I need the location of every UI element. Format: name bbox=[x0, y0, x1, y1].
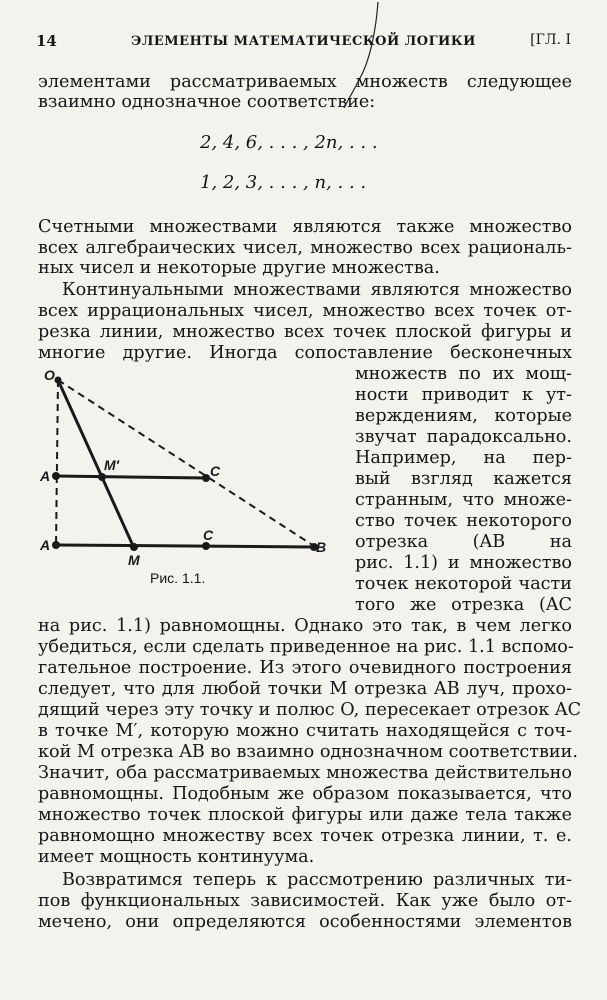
text-line: мечено, они определяются особенностями элементов bbox=[38, 912, 572, 932]
formula-row-2: 1, 2, 3, . . . , n, . . . bbox=[200, 172, 367, 193]
text-line: всех иррациональных чисел, множество всех точек от- bbox=[38, 301, 572, 321]
text-line: того же отрезка (AC bbox=[355, 595, 572, 615]
text-line: многие другие. Иногда сопоставление бесконечных bbox=[38, 343, 572, 363]
text-line: Счетными множествами являются также множество bbox=[38, 217, 572, 237]
text-line: множество точек плоской фигуры или даже тела также bbox=[38, 805, 572, 825]
text-line: всех алгебраических чисел, множество всех рациональ- bbox=[38, 238, 572, 258]
point-m bbox=[130, 543, 138, 551]
point-c-top bbox=[202, 474, 210, 482]
chapter-marker: [ГЛ. I bbox=[530, 32, 571, 48]
label-a-top: A bbox=[40, 468, 51, 484]
segment-ac bbox=[56, 476, 206, 478]
text-line: Значит, оба рассматриваемых множества действительно bbox=[38, 763, 572, 783]
text-line: резка линии, множество всех точек плоской фигуры и bbox=[38, 322, 572, 342]
point-c-bottom bbox=[202, 542, 210, 550]
text-line: Возвратимся теперь к рассмотрению различных ти- bbox=[62, 870, 572, 890]
text-line: ных чисел и некоторые другие множества. bbox=[38, 258, 440, 278]
dashed-vertical bbox=[56, 380, 58, 546]
text-line: имеет мощность континуума. bbox=[38, 847, 315, 867]
text-line: следует, что для любой точки M отрезка AB луч, прохо- bbox=[38, 679, 572, 699]
text-line: ности приводит к ут- bbox=[355, 385, 572, 405]
text-line: кой M отрезка AB во взаимно однозначном соответствии. bbox=[38, 742, 578, 762]
text-line: звучат парадоксально. bbox=[355, 427, 572, 447]
text-line: дящий через эту точку и полюс O, пересекает отрезок AC bbox=[38, 700, 582, 720]
running-title: ЭЛЕМЕНТЫ МАТЕМАТИЧЕСКОЙ ЛОГИКИ bbox=[131, 34, 476, 49]
text-line: странным, что множе- bbox=[355, 490, 572, 510]
label-a-bottom: A bbox=[40, 537, 51, 553]
label-m: M bbox=[128, 552, 140, 568]
text-line: пов функциональных зависимостей. Как уже было от- bbox=[38, 891, 572, 911]
label-m-prime: M′ bbox=[104, 457, 120, 473]
segment-ab bbox=[56, 545, 314, 547]
figure-caption: Рис. 1.1. bbox=[150, 570, 206, 586]
text-line: равномощно множеству всех точек отрезка линии, т. е. bbox=[38, 826, 572, 846]
ray-om bbox=[58, 380, 134, 548]
point-a-bottom bbox=[52, 541, 60, 549]
text-line: Континуальными множествами являются множество bbox=[62, 280, 572, 300]
text-line: равномощны. Подобным же образом показывается, что bbox=[38, 784, 572, 804]
text-line: отрезка (AB на bbox=[355, 532, 572, 552]
text-line: взаимно однозначное соответствие: bbox=[38, 92, 376, 112]
running-header bbox=[36, 32, 571, 54]
text-line: верждениям, которые bbox=[355, 406, 572, 426]
page-number: 14 bbox=[36, 32, 57, 50]
point-a-top bbox=[52, 472, 60, 480]
text-line: точек некоторой части bbox=[355, 574, 572, 594]
point-m-prime bbox=[98, 473, 106, 481]
point-o bbox=[55, 377, 62, 384]
label-o: O bbox=[44, 367, 55, 383]
text-line: вый взгляд кажется bbox=[355, 469, 572, 489]
text-line: убедиться, если сделать приведенное на рис. 1.1 вспомо- bbox=[38, 637, 574, 657]
text-line: на рис. 1.1) равномощны. Однако это так, в чем легко bbox=[38, 616, 572, 636]
text-line: множеств по их мощ- bbox=[355, 364, 572, 384]
text-line: гательное построение. Из этого очевидного построения bbox=[38, 658, 572, 678]
text-line: ство точек некоторого bbox=[355, 511, 572, 531]
text-line: рис. 1.1) и множество bbox=[355, 553, 572, 573]
label-c-bottom: C bbox=[203, 527, 214, 543]
label-b: B bbox=[316, 539, 327, 555]
text-line: в точке M′, которую можно считать находящейся с точ- bbox=[38, 721, 572, 741]
formula-row-1: 2, 4, 6, . . . , 2n, . . . bbox=[200, 132, 378, 153]
figure-1-1 bbox=[38, 366, 338, 596]
text-line: элементами рассматриваемых множеств следующее bbox=[38, 72, 572, 92]
label-c-top: C bbox=[210, 463, 221, 479]
text-line: Например, на пер- bbox=[355, 448, 572, 468]
